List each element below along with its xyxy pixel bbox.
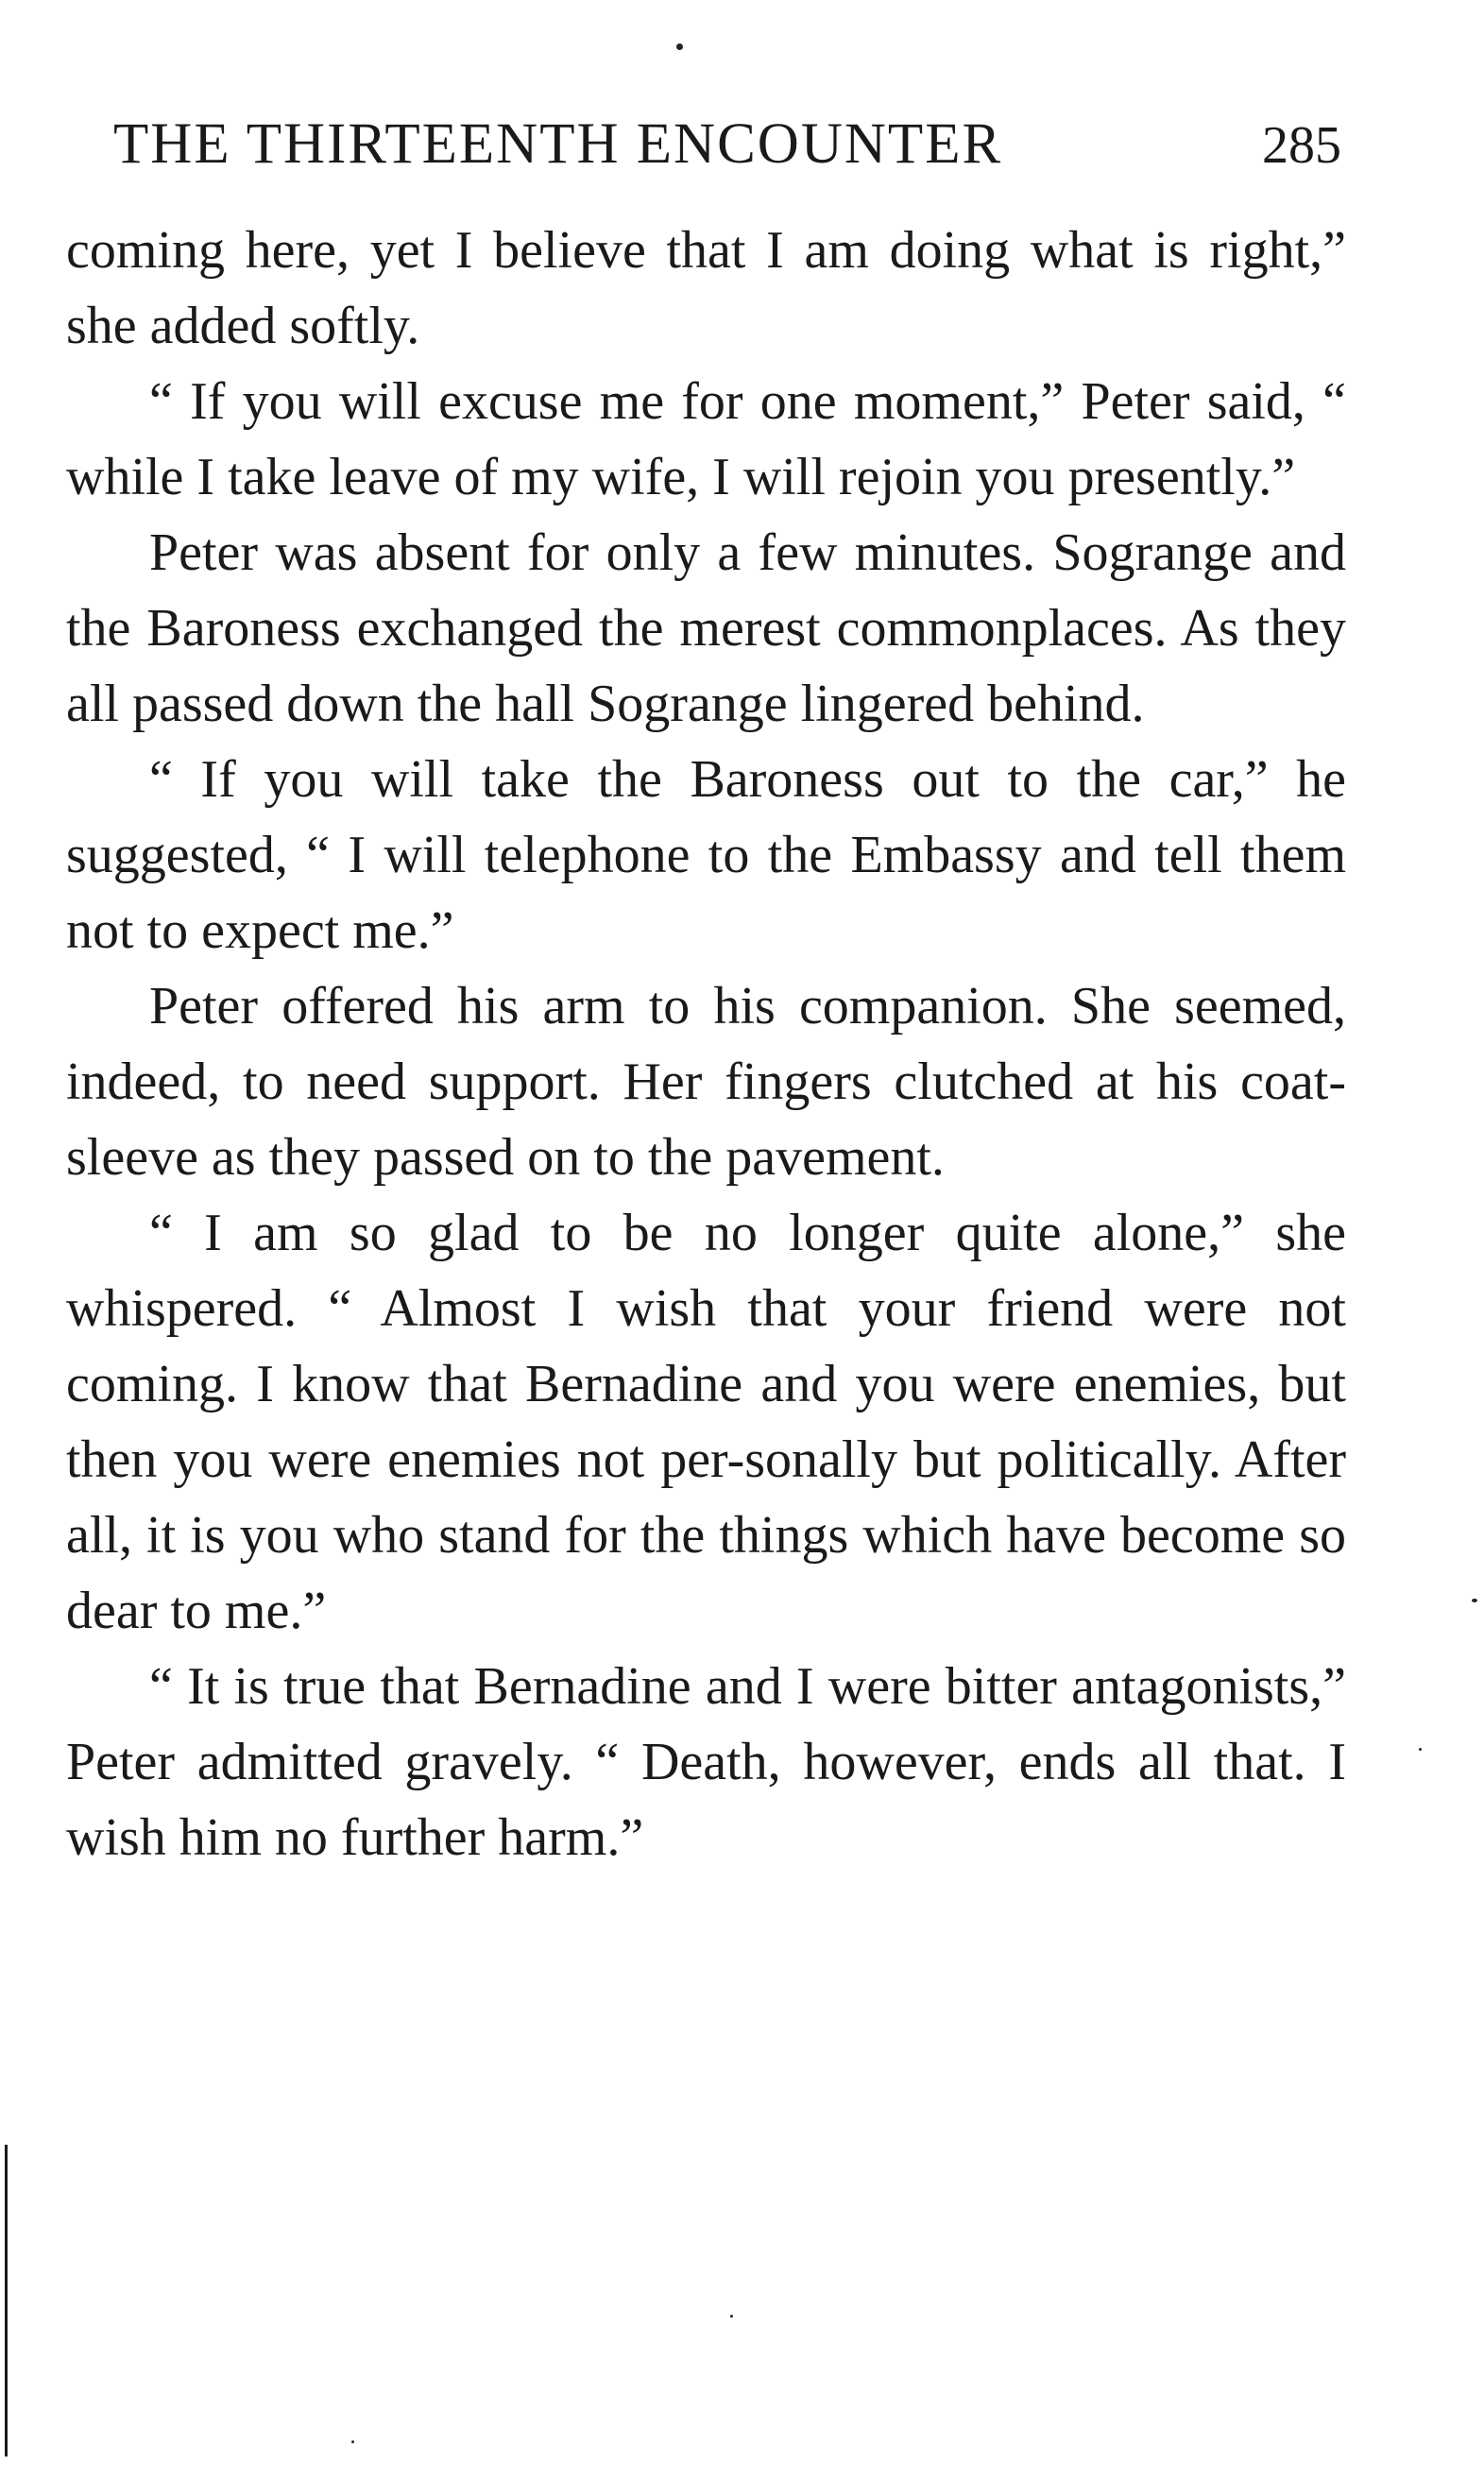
- print-speck: [730, 2315, 733, 2318]
- paragraph: Peter offered his arm to his companion. She seemed, indeed, to need support. Her fingers clutched at his coat-sleeve as they passed on to the pavement.: [66, 977, 1346, 1187]
- print-speck: [1419, 1748, 1422, 1751]
- running-head: [113, 111, 1341, 187]
- paragraph: “ It is true that Bernadine and I were bitter antagonists,” Peter admitted gravely. “ Death, however, ends all that. I wish him no further harm.”: [66, 1657, 1346, 1867]
- print-speck: [351, 2440, 354, 2443]
- paragraph: Peter was absent for only a few minutes. Sogrange and the Baroness exchanged the merest commonplaces. As they all passed down the hall Sogrange lingered behind.: [66, 523, 1346, 733]
- running-title: THE THIRTEENTH ENCOUNTER: [113, 112, 1003, 176]
- paragraph: coming here, yet I believe that I am doing what is right,” she added softly.: [66, 221, 1346, 355]
- print-speck: [676, 43, 683, 50]
- paragraph: “ I am so glad to be no longer quite alone,” she whispered. “ Almost I wish that your friend were not coming. I know that Bernadine and you were enemies, but then you were enemies not per-sonally but politically. After all, it is you who stand for the things which have become so dear to me.”: [66, 1204, 1346, 1640]
- scan-edge-line: [5, 2145, 8, 2456]
- print-speck: [1472, 1599, 1477, 1602]
- paragraph: “ If you will take the Baroness out to the car,” he suggested, “ I will telephone to the Embassy and tell them not to expect me.”: [66, 750, 1346, 960]
- paragraph: “ If you will excuse me for one moment,” Peter said, “ while I take leave of my wife, I will rejoin you presently.”: [66, 372, 1346, 506]
- body-text: [66, 213, 1346, 1875]
- page-number: 285: [1262, 116, 1341, 175]
